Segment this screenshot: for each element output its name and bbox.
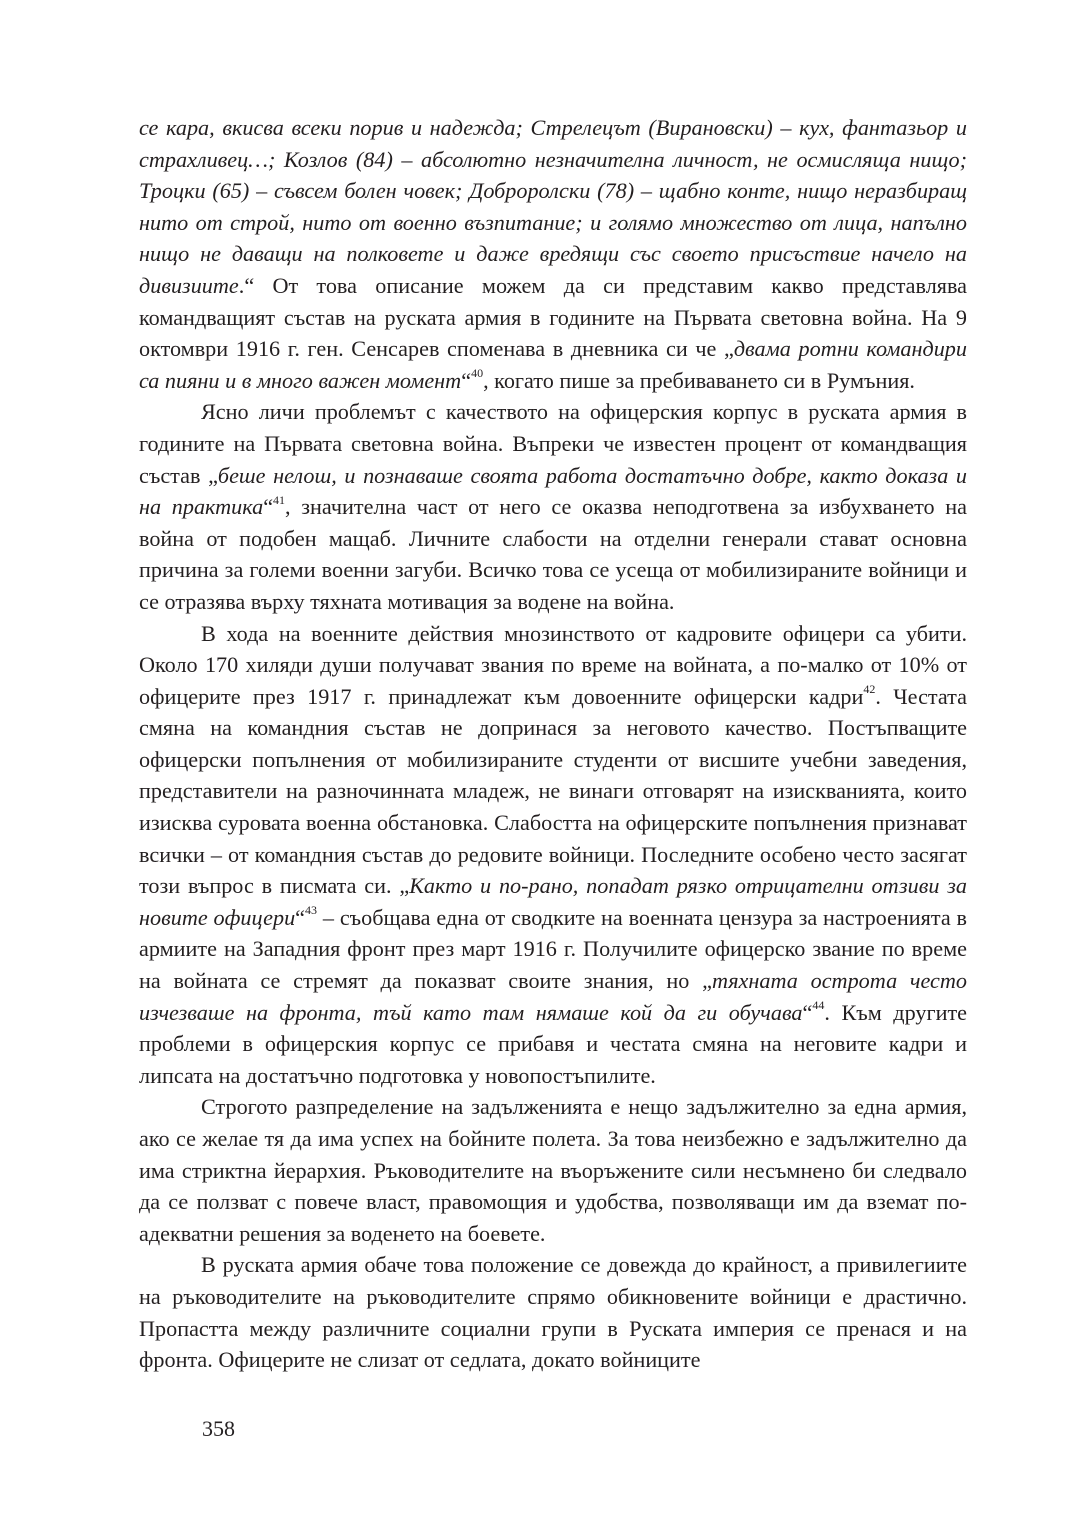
text-run: “ bbox=[263, 494, 274, 520]
footnote-ref: 40 bbox=[471, 366, 484, 381]
text-run: “ bbox=[802, 999, 813, 1025]
paragraph bbox=[139, 618, 967, 1092]
text-run: Строгото разпределение на задълженията е нещо задължително за една армия, ако се желае тя да има успех на бойните полета. За това неизбежно е задължително да има стриктна йерархия. Ръководителите на въоръжените сили несъмнено би следвало да се ползват с повече власт, правомощия и удобства, позволяващи им да вземат по-адекватни решения за воденето на боевете. bbox=[139, 1094, 967, 1246]
text-run: , значителна част от него се оказва неподготвена за избухването на война от подобен мащаб. Личните слабости на отделни генерали стават основна причина за големи военни загуби. Всичко това се усеща от мобилизираните войници и се отразява върху тяхната мотивация за водене на война. bbox=[139, 494, 967, 614]
quoted-text: тяхната острота често изчезваше на фронта, тъй като там нямаше кой да ги обучава bbox=[139, 968, 967, 1025]
text-run: – съобщава една от сводките на военната цензура за настроенията в армиите на Западния фронт през март 1916 г. Получилите офицерско звание по време на войната се стремят да показват своите знания, но „ bbox=[139, 904, 967, 994]
text-run: . Честата смяна на командния състав не допринася за неговото качество. Постъпващите офицерски попълнения от мобилизираните студенти от висшите учебни заведения, представители на разночинната младеж, не винаги отговарят на изискванията, които изисква суровата военна обстановка. Слабостта на офицерските попълнения признават всички – от командния състав до редовите войници. Последните особено често засягат този въпрос в писмата си. „ bbox=[139, 683, 967, 899]
text-run: В хода на военните действия мнозинството от кадровите офицери са убити. Около 170 хиляди души получават звания по време на войната, а по-малко от 10% от офицерите през 1917 г. принадлежат към довоенните офицерски кадри bbox=[139, 620, 967, 709]
text-run: .“ От това описание можем да си представим какво представлява командващият състав на руската армия в годините на Първата световна война. На 9 октомври 1916 г. ген. Сенсарев споменава в дневника си че „ bbox=[139, 272, 967, 362]
text-run: В руската армия обаче това положение се довежда до крайност, а привилегиите на ръководителите на ръководителите спрямо обикновените войници е драстично. Пропастта между различните социални групи в Руската империя се пренася и на фронта. Офицерите не слизат от седлата, докато войниците bbox=[139, 1252, 967, 1373]
paragraph bbox=[139, 1249, 967, 1375]
paragraph bbox=[139, 396, 967, 617]
page-number: 358 bbox=[202, 1416, 235, 1441]
text-run: Ясно личи проблемът с качеството на офицерския корпус в руската армия в годините на Първата световна война. Въпреки че известен процент от командващия състав „ bbox=[139, 399, 967, 488]
page-body bbox=[139, 112, 967, 1376]
text-run: “ bbox=[461, 367, 472, 393]
footnote-ref: 43 bbox=[305, 903, 318, 918]
quoted-text: двама ротни командири са пияни и в много важен момент bbox=[139, 336, 967, 393]
footnote-ref: 42 bbox=[863, 682, 876, 697]
quoted-text: беше нелош, и познаваше своята работа достатъчно добре, както доказа и на практика bbox=[139, 462, 967, 520]
text-run: . Към другите проблеми в офицерския корпус се прибавя и честата смяна на неговите кадри и липсата на достатъчно подготовка у новопостъпилите. bbox=[139, 999, 967, 1088]
paragraph bbox=[139, 112, 967, 396]
text-run: , когато пише за пребиваването си в Румъния. bbox=[483, 367, 915, 393]
footnote-ref: 41 bbox=[273, 492, 286, 507]
footnote-ref: 44 bbox=[812, 998, 825, 1013]
paragraph bbox=[139, 1091, 967, 1249]
quoted-text: се кара, вкисва всеки порив и надежда; Стрелецът (Вирановски) – кух, фантазьор и страхливец…; Козлов (84) – абсолютно незначителна личност, не осмисляща нищо; Троцки (65) – съвсем болен човек; Доброролски (78) – щабно конте, нищо неразбиращ нито от строй, нито от военно възпитание; и голямо множество от лица, напълно нищо не даващи на полковете и даже вредящи със своето присъствие начело на дивизиите bbox=[139, 115, 967, 298]
text-run: “ bbox=[295, 904, 306, 930]
quoted-text: Както и по-рано, попадат рязко отрицателни отзиви за новите офицери bbox=[139, 873, 967, 930]
